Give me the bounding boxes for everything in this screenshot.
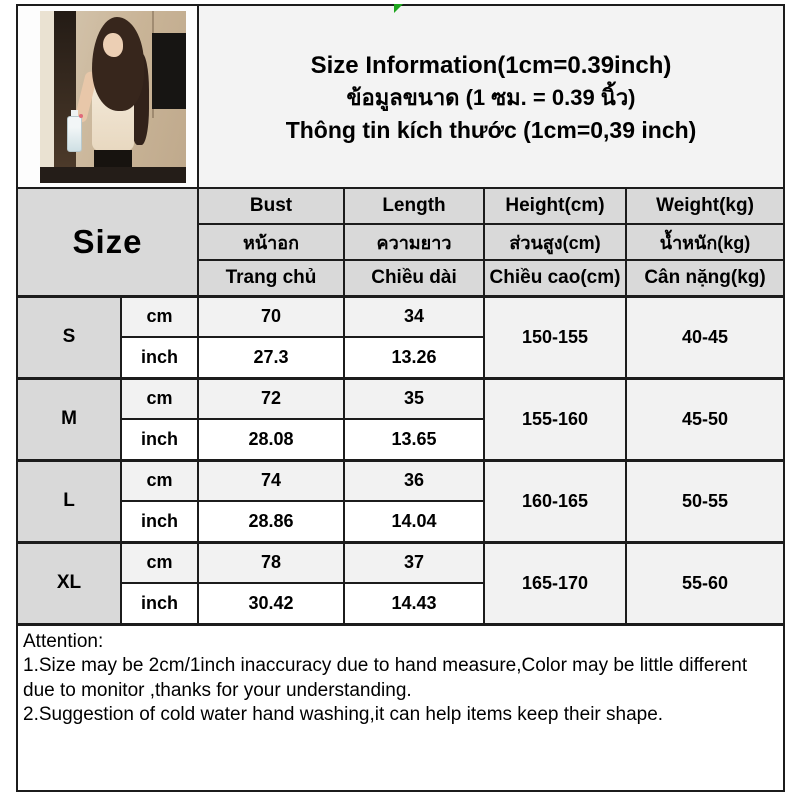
col-header-height-th: ส่วนสูง(cm) — [484, 224, 626, 260]
size-letter-l: L — [17, 460, 121, 542]
s-length-cm: 34 — [344, 296, 484, 337]
l-length-cm: 36 — [344, 460, 484, 501]
m-bust-cm: 72 — [198, 378, 344, 419]
col-header-height-vi: Chiều cao(cm) — [484, 260, 626, 296]
col-header-length-vi: Chiều dài — [344, 260, 484, 296]
photo-water-bottle — [67, 116, 82, 152]
m-height: 155-160 — [484, 378, 626, 460]
s-bust-cm: 70 — [198, 296, 344, 337]
photo-cell — [17, 5, 198, 188]
title-thai: ข้อมูลขนาด (1 ซม. = 0.39 นิ้ว) — [346, 84, 636, 110]
unit-label-cm: cm — [121, 460, 198, 501]
col-header-weight-en: Weight(kg) — [626, 188, 784, 224]
photo-model-face — [103, 33, 123, 57]
unit-label-inch: inch — [121, 337, 198, 378]
photo-dark-panel — [54, 11, 76, 183]
unit-label-cm: cm — [121, 378, 198, 419]
title-english: Size Information(1cm=0.39inch) — [310, 51, 672, 79]
size-letter-xl: XL — [17, 542, 121, 624]
xl-length-cm: 37 — [344, 542, 484, 583]
xl-height: 165-170 — [484, 542, 626, 624]
s-length-inch: 13.26 — [344, 337, 484, 378]
title-cell — [198, 5, 784, 188]
photo-wall-light-strip — [40, 11, 54, 183]
attention-note-2: 2.Suggestion of cold water hand washing,it can help items keep their shape. — [23, 704, 664, 725]
photo-floor — [40, 167, 186, 183]
photo-tv-screen — [152, 33, 186, 109]
m-weight: 45-50 — [626, 378, 784, 460]
unit-label-inch: inch — [121, 419, 198, 460]
m-bust-inch: 28.08 — [198, 419, 344, 460]
size-letter-m: M — [17, 378, 121, 460]
xl-bust-cm: 78 — [198, 542, 344, 583]
xl-weight: 55-60 — [626, 542, 784, 624]
unit-label-cm: cm — [121, 542, 198, 583]
s-height: 150-155 — [484, 296, 626, 378]
unit-label-inch: inch — [121, 501, 198, 542]
col-header-weight-vi: Cân nặng(kg) — [626, 260, 784, 296]
s-weight: 40-45 — [626, 296, 784, 378]
l-bust-cm: 74 — [198, 460, 344, 501]
unit-label-inch: inch — [121, 583, 198, 624]
size-table — [16, 4, 785, 792]
l-length-inch: 14.04 — [344, 501, 484, 542]
col-header-bust-th: หน้าอก — [198, 224, 344, 260]
size-header: Size — [17, 188, 198, 296]
l-height: 160-165 — [484, 460, 626, 542]
l-weight: 50-55 — [626, 460, 784, 542]
photo-painted-nail — [79, 114, 83, 118]
unit-label-cm: cm — [121, 296, 198, 337]
xl-length-inch: 14.43 — [344, 583, 484, 624]
col-header-bust-vi: Trang chủ — [198, 260, 344, 296]
col-header-height-en: Height(cm) — [484, 188, 626, 224]
col-header-length-th: ความยาว — [344, 224, 484, 260]
title-vietnamese: Thông tin kích thước (1cm=0,39 inch) — [285, 116, 697, 143]
col-header-length-en: Length — [344, 188, 484, 224]
attention-cell — [17, 624, 784, 791]
product-model-photo — [40, 11, 186, 183]
s-bust-inch: 27.3 — [198, 337, 344, 378]
m-length-cm: 35 — [344, 378, 484, 419]
green-triangle-artifact — [394, 4, 403, 13]
size-letter-s: S — [17, 296, 121, 378]
col-header-weight-th: น้ำหนัก(kg) — [626, 224, 784, 260]
attention-heading: Attention: — [23, 630, 104, 652]
m-length-inch: 13.65 — [344, 419, 484, 460]
l-bust-inch: 28.86 — [198, 501, 344, 542]
attention-note-1: 1.Size may be 2cm/1inch inaccuracy due to hand measure,Color may be little different due to monitor ,thanks for your understanding. — [23, 655, 748, 701]
xl-bust-inch: 30.42 — [198, 583, 344, 624]
photo-model-hair — [92, 17, 144, 111]
col-header-bust-en: Bust — [198, 188, 344, 224]
